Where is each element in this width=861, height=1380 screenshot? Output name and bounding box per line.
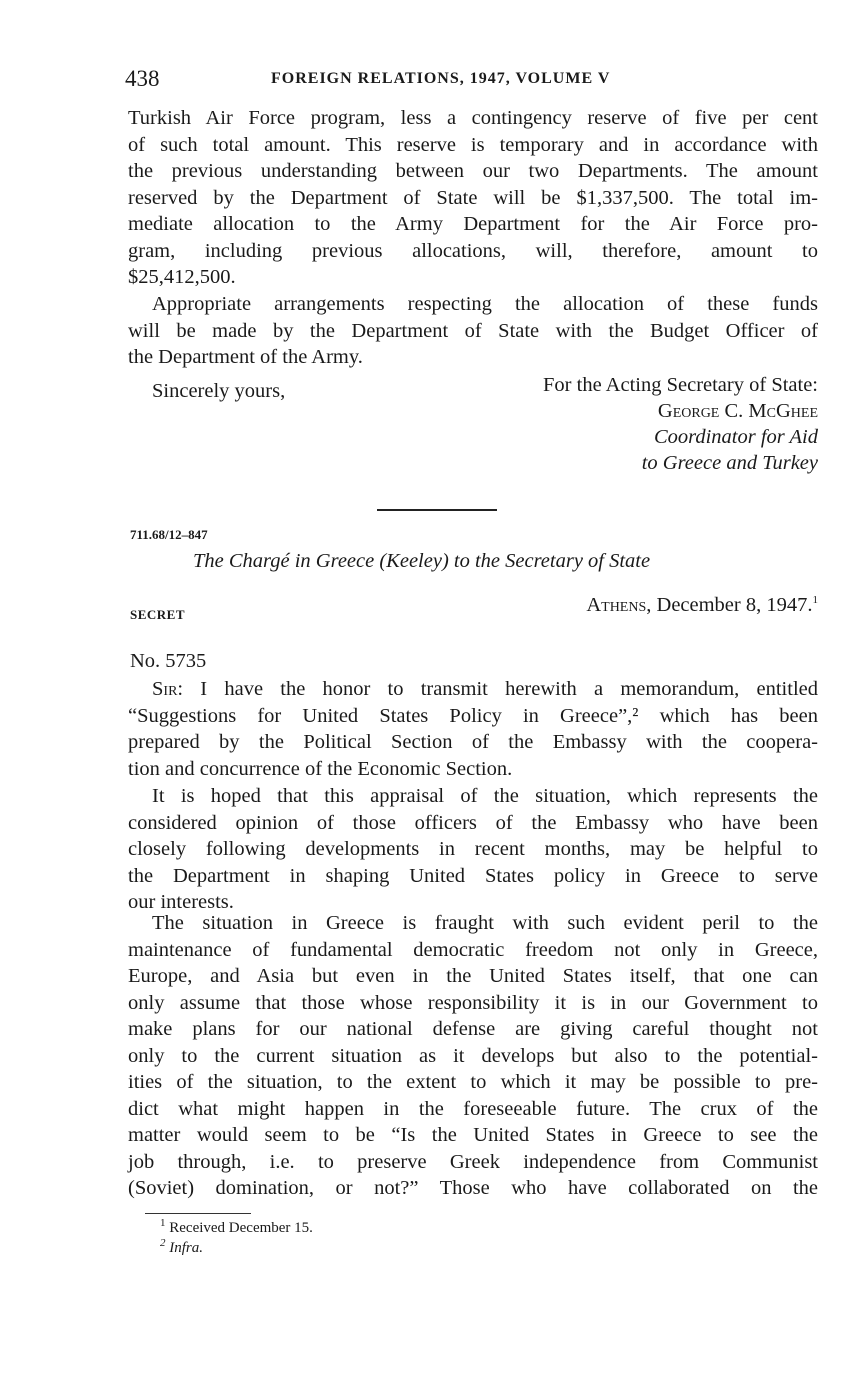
despatch-paragraph-2 bbox=[128, 783, 818, 916]
salutation: Sir bbox=[152, 678, 178, 700]
despatch-number: No. 5735 bbox=[130, 650, 207, 672]
text-line-rest: : I have the honor to transmit herewith a memorandum, entitled bbox=[177, 678, 818, 700]
text-line bbox=[128, 676, 818, 703]
dateline-date: December 8, 1947. bbox=[651, 594, 813, 616]
footnote-mark: 1 bbox=[160, 1217, 166, 1229]
footnote-1 bbox=[160, 1217, 313, 1237]
file-number: 711.68/12–847 bbox=[130, 527, 208, 542]
signature-for-line: For the Acting Secretary of State: bbox=[543, 374, 818, 396]
signatory-name: George C. McGhee bbox=[657, 400, 818, 422]
text-line: ities of the situation, to the extent to which it may be possible to pre- bbox=[128, 1071, 818, 1093]
text-line: matter would seem to be “Is the United States in Greece to see the bbox=[128, 1124, 818, 1146]
text-line: gram, including previous allocations, will, therefore, amount to bbox=[128, 239, 818, 262]
text-line: closely following developments in recent months, may be helpful to bbox=[128, 838, 818, 860]
text-line: tion and concurrence of the Economic Section. bbox=[128, 757, 513, 780]
text-line: The situation in Greece is fraught with such evident peril to the bbox=[152, 912, 818, 934]
document-title: The Chargé in Greece (Keeley) to the Secretary of State bbox=[193, 550, 651, 572]
despatch-paragraph-1 bbox=[128, 676, 818, 782]
text-line: only to the current situation as it develops but also to the potential- bbox=[128, 1044, 818, 1067]
text-line: (Soviet) domination, or not?” Those who have collaborated on the bbox=[128, 1177, 818, 1199]
footnote-text: Received December 15. bbox=[165, 1220, 313, 1236]
text-line: only assume that those whose responsibility it is in our Government to bbox=[128, 991, 818, 1014]
text-line: It is hoped that this appraisal of the situation, which represents the bbox=[152, 785, 818, 807]
text-line: Turkish Air Force program, less a contingency reserve of five per cent bbox=[128, 107, 818, 129]
text-line: job through, i.e. to preserve Greek independence from Communist bbox=[128, 1150, 818, 1173]
footnote-divider bbox=[145, 1213, 251, 1214]
signatory-title-2: to Greece and Turkey bbox=[641, 452, 818, 474]
footnote-mark: 2 bbox=[160, 1237, 166, 1249]
text-line: the Department in shaping United States policy in Greece to serve bbox=[128, 864, 818, 887]
signatory-title-1: Coordinator for Aid bbox=[653, 426, 818, 448]
text-line: maintenance of fundamental democratic freedom not only in Greece, bbox=[128, 938, 818, 961]
text-line: will be made by the Department of State with the Budget Officer of bbox=[128, 319, 818, 342]
classification-label: SECRET bbox=[130, 607, 186, 622]
text-line: prepared by the Political Section of the Embassy with the coopera- bbox=[128, 731, 818, 753]
text-line: make plans for our national defense are giving careful thought not bbox=[128, 1018, 818, 1040]
text-line: the previous understanding between our two Departments. The amount bbox=[128, 160, 818, 182]
despatch-paragraph-3 bbox=[128, 910, 818, 1202]
complimentary-close: Sincerely yours, bbox=[152, 380, 286, 402]
text-line: Appropriate arrangements respecting the allocation of these funds bbox=[152, 293, 818, 315]
signature-block bbox=[543, 372, 818, 476]
text-line: $25,412,500. bbox=[128, 266, 236, 288]
letter-paragraph-2 bbox=[128, 291, 818, 371]
section-divider bbox=[377, 509, 497, 511]
footnote-ref: 1 bbox=[812, 594, 818, 607]
text-line: “Suggestions for United States Policy in Greece”,² which has been bbox=[128, 704, 818, 727]
dateline-place: Athens, bbox=[586, 594, 652, 616]
text-line: our interests. bbox=[128, 891, 234, 913]
text-line: the Department of the Army. bbox=[128, 346, 363, 368]
text-line: mediate allocation to the Army Department for the Air Force pro- bbox=[128, 213, 818, 235]
text-line: of such total amount. This reserve is temporary and in accordance with bbox=[128, 133, 818, 156]
dateline bbox=[586, 594, 818, 617]
text-line: dict what might happen in the foreseeable future. The crux of the bbox=[128, 1097, 818, 1120]
letter-paragraph-1 bbox=[128, 105, 818, 291]
text-line: considered opinion of those officers of the Embassy who have been bbox=[128, 811, 818, 834]
footnote-text: Infra. bbox=[165, 1240, 203, 1256]
footnote-2 bbox=[160, 1237, 203, 1257]
running-head bbox=[125, 66, 825, 96]
text-line: reserved by the Department of State will be $1,337,500. The total im- bbox=[128, 186, 818, 209]
running-title: FOREIGN RELATIONS, 1947, VOLUME V bbox=[271, 70, 611, 87]
page-number: 438 bbox=[125, 66, 160, 91]
text-line: Europe, and Asia but even in the United States itself, that one can bbox=[128, 965, 818, 987]
